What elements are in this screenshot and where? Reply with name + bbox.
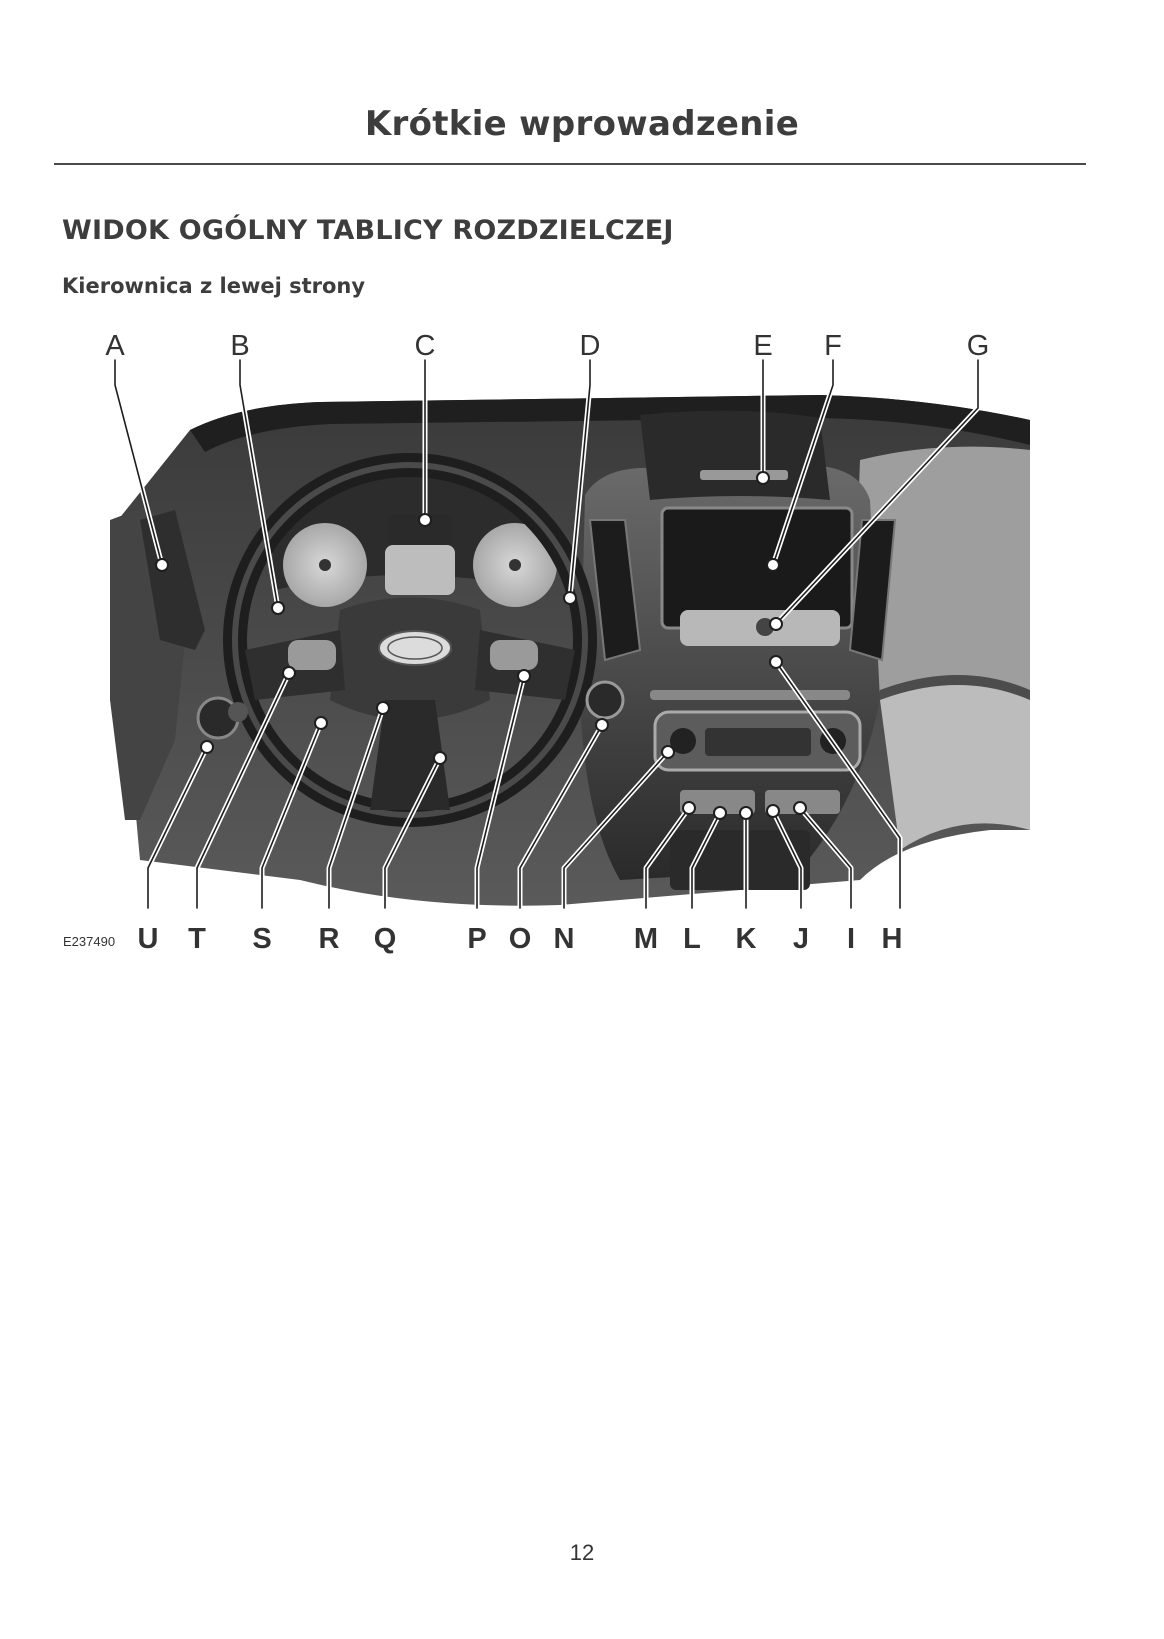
callout-label: S bbox=[252, 923, 272, 955]
callout-label: M bbox=[633, 923, 659, 955]
bottom-callout-labels bbox=[138, 923, 903, 955]
callout-label: B bbox=[230, 330, 250, 362]
callout-label: O bbox=[508, 923, 532, 955]
figure-id: E237490 bbox=[63, 934, 116, 949]
callout-label: P bbox=[467, 923, 487, 955]
callout-label: F bbox=[824, 330, 842, 362]
page-number: 12 bbox=[569, 1540, 595, 1565]
callout-label: C bbox=[414, 330, 436, 362]
callout-label: L bbox=[683, 923, 701, 955]
callout-label: A bbox=[105, 330, 125, 362]
callout-label: N bbox=[553, 923, 575, 955]
callout-label: D bbox=[579, 330, 601, 362]
callout-label: J bbox=[792, 923, 810, 955]
callout-label: Q bbox=[373, 923, 397, 955]
callout-label: E bbox=[753, 330, 773, 362]
chapter-title: Krótkie wprowadzenie bbox=[364, 104, 800, 144]
callout-label: K bbox=[735, 923, 757, 955]
callout-label: T bbox=[188, 923, 206, 955]
callout-label: G bbox=[966, 330, 990, 362]
subsection-title: Kierownica z lewej strony bbox=[62, 274, 366, 298]
callout-label: R bbox=[318, 923, 340, 955]
section-title: WIDOK OGÓLNY TABLICY ROZDZIELCZEJ bbox=[62, 215, 674, 246]
top-callout-labels bbox=[105, 330, 989, 362]
callout-label: H bbox=[881, 923, 903, 955]
callout-label: U bbox=[137, 923, 159, 955]
callout-label: I bbox=[846, 923, 856, 955]
